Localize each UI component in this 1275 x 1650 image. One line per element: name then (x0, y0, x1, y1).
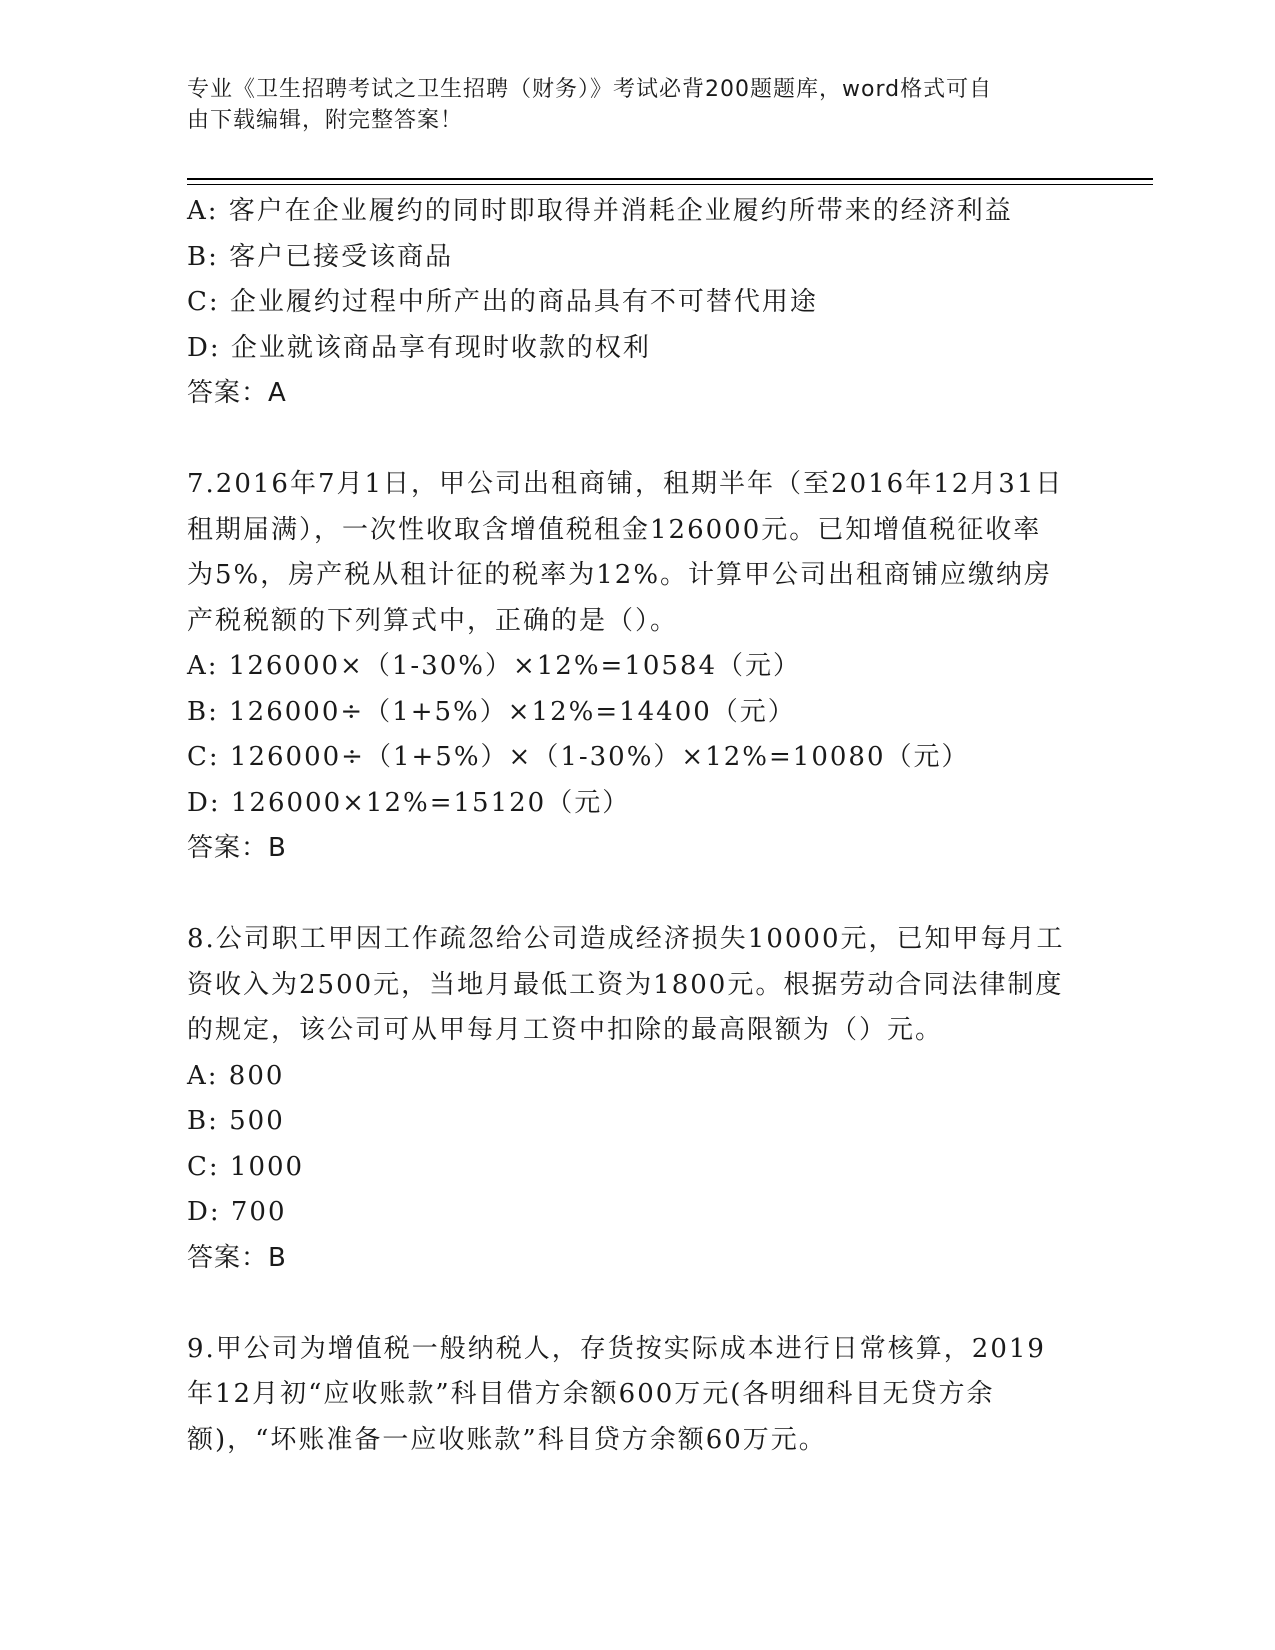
document-header (187, 74, 1067, 136)
option-c: C: 1000 (187, 1151, 305, 1182)
answer-line: 答案：B (187, 833, 287, 863)
option-d: D: 企业就该商品享有现时收款的权利 (187, 332, 651, 363)
answer-line: 答案：A (187, 378, 287, 408)
option-a: A: 客户在企业履约的同时即取得并消耗企业履约所带来的经济利益 (187, 196, 1013, 226)
header-line-2: 由下载编辑，附完整答案！ (187, 108, 464, 133)
question-block (187, 462, 1067, 872)
header-rule-thick (187, 178, 1153, 180)
question-stem: 8.公司职工甲因工作疏忽给公司造成经济损失10000元，已知甲每月工资收入为2500元，当地月最低工资为1800元。根据劳动合同法律制度的规定，该公司可从甲每月工资中扣除的最高限额为（）元。 (187, 924, 1065, 1045)
option-b: B: 客户已接受该商品 (187, 241, 454, 272)
option-a: A: 800 (187, 1060, 285, 1091)
spacer (187, 872, 1067, 918)
spacer (187, 1281, 1067, 1327)
question-block (187, 1327, 1067, 1464)
question-block (187, 189, 1067, 417)
option-a: A: 126000×（1-30%）×12%=10584（元） (187, 651, 802, 681)
question-block (187, 917, 1067, 1281)
header-line-1: 专业《卫生招聘考试之卫生招聘（财务）》考试必背200题题库，word格式可自 (187, 77, 993, 102)
header-rule-thin (187, 184, 1153, 185)
question-stem: 7.2016年7月1日，甲公司出租商铺，租期半年（至2016年12月31日租期届满），一次性收取含增值税租金126000元。已知增值税征收率为5%，房产税从租计征的税率为12%。计算甲公司出租商铺应缴纳房产税税额的下列算式中，正确的是（）。 (187, 469, 1064, 636)
option-d: D: 126000×12%=15120（元） (187, 787, 631, 818)
answer-line: 答案：B (187, 1242, 287, 1273)
option-d: D: 700 (187, 1197, 287, 1227)
spacer (187, 417, 1067, 463)
option-b: B: 500 (187, 1106, 285, 1136)
question-list (187, 189, 1067, 1463)
option-c: C: 126000÷（1+5%）×（1-30%）×12%=10080（元） (187, 742, 970, 772)
option-c: C: 企业履约过程中所产出的商品具有不可替代用途 (187, 287, 818, 317)
question-stem: 9.甲公司为增值税一般纳税人，存货按实际成本进行日常核算，2019年12月初“应收账款”科目借方余额600万元(各明细科目无贷方余额)，“坏账准备一应收账款”科目贷方余额60万元。 (187, 1333, 1046, 1455)
option-b: B: 126000÷（1+5%）×12%=14400（元） (187, 696, 796, 727)
